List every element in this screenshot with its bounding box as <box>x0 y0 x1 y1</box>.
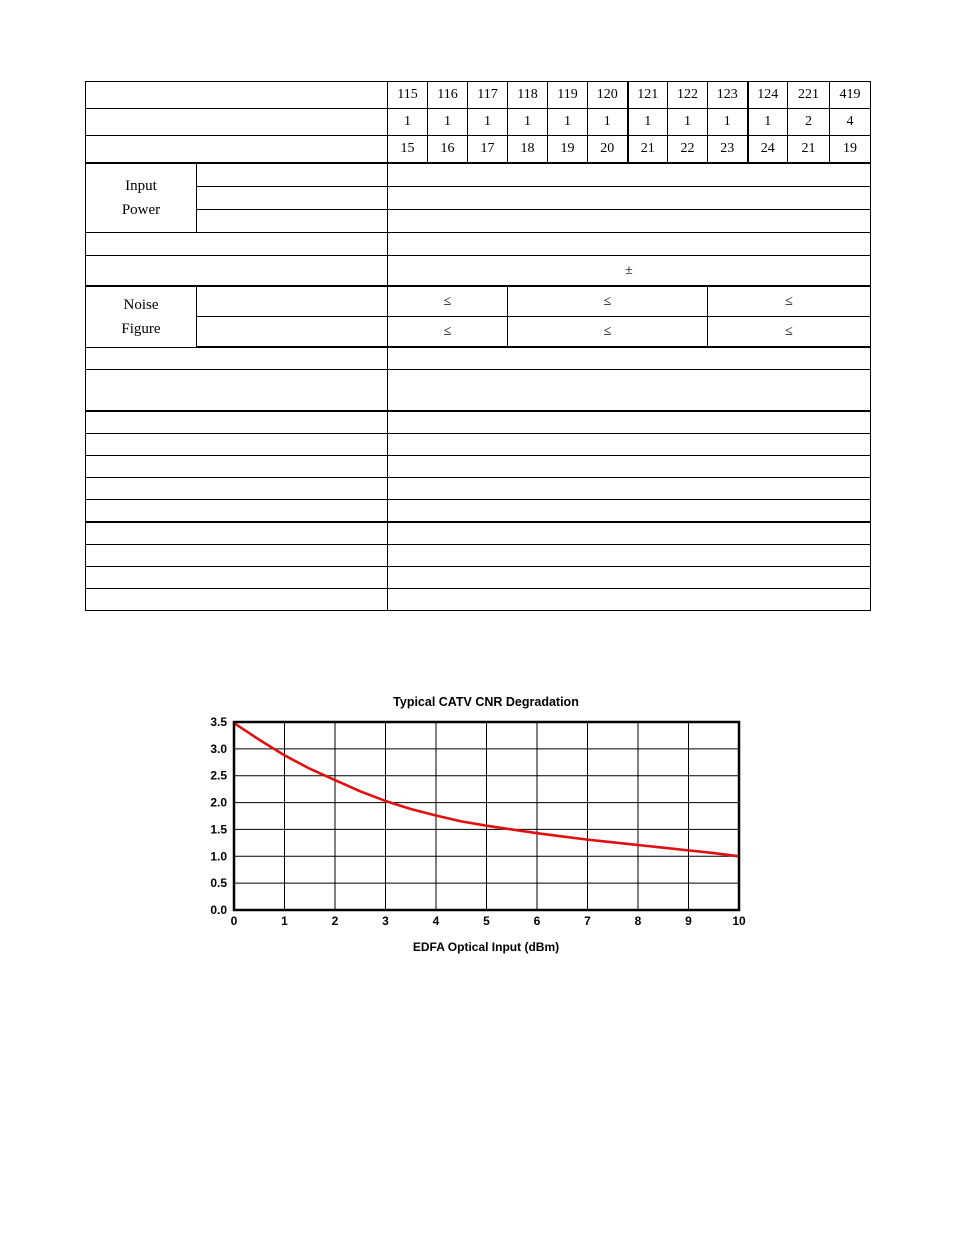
le-symbol: ≤ <box>508 317 708 348</box>
input-power-row-3 <box>86 210 871 233</box>
noise-figure-sub-label <box>197 317 388 348</box>
output-value: 16 <box>428 136 468 164</box>
noise-figure-row-1 <box>86 286 871 317</box>
port-count: 1 <box>708 109 748 136</box>
data-point <box>511 829 513 831</box>
port-count: 1 <box>468 109 508 136</box>
data-point <box>410 808 412 810</box>
x-tick-label: 7 <box>584 914 591 928</box>
data-point <box>486 825 488 827</box>
noise-figure-sub-label <box>197 286 388 317</box>
output-value: 20 <box>588 136 628 164</box>
model-row <box>86 82 871 109</box>
spec-row-value <box>388 347 871 370</box>
y-tick-label: 1.5 <box>210 822 227 837</box>
y-tick-label: 2.5 <box>210 768 227 783</box>
spec-row-value <box>388 522 871 545</box>
spec-row-label <box>86 370 388 412</box>
x-axis-ticks <box>231 914 746 928</box>
noise-figure-row-2 <box>86 317 871 348</box>
le-symbol: ≤ <box>708 286 871 317</box>
data-point <box>713 852 715 854</box>
data-point <box>258 739 260 741</box>
specification-table <box>85 81 871 611</box>
x-tick-label: 1 <box>281 914 288 928</box>
spec-row <box>86 370 871 412</box>
port-count: 1 <box>748 109 788 136</box>
input-power-sub-label <box>197 210 388 233</box>
tolerance-row <box>86 256 871 287</box>
spec-row-value <box>388 500 871 523</box>
input-power-sub-label <box>197 163 388 187</box>
output-value: 15 <box>388 136 428 164</box>
x-tick-label: 3 <box>382 914 389 928</box>
output-value: 23 <box>708 136 748 164</box>
y-tick-label: 2.0 <box>210 795 227 810</box>
cnr-degradation-chart <box>190 688 770 968</box>
chart-grid <box>234 722 739 910</box>
x-tick-label: 4 <box>432 914 440 928</box>
spec-row-value <box>388 434 871 456</box>
x-tick-label: 0 <box>230 914 238 928</box>
spec-row <box>86 500 871 523</box>
input-power-sub-label <box>197 187 388 210</box>
data-point <box>637 844 639 846</box>
x-axis-label: EDFA Optical Input (dBm) <box>412 940 560 954</box>
input-power-label-line2: Power <box>121 202 161 218</box>
spec-row-value <box>388 233 871 256</box>
spec-row-label <box>86 411 388 434</box>
port-count: 1 <box>668 109 708 136</box>
x-tick-label: 9 <box>685 914 692 928</box>
le-symbol: ≤ <box>388 317 508 348</box>
input-power-row-2 <box>86 187 871 210</box>
port-count: 4 <box>830 109 871 136</box>
data-point <box>460 820 462 822</box>
input-power-row-1 <box>86 163 871 187</box>
y-tick-label: 3.0 <box>210 741 227 756</box>
input-power-label-line1: Input <box>125 178 157 194</box>
x-tick-label: 5 <box>483 914 490 928</box>
x-tick-label: 10 <box>732 914 746 928</box>
model-code: 124 <box>748 82 788 109</box>
input-power-value <box>388 210 871 233</box>
data-point <box>688 849 690 851</box>
spec-row-label <box>86 478 388 500</box>
spec-row <box>86 411 871 434</box>
data-point <box>435 815 437 817</box>
spec-row-value <box>388 545 871 567</box>
model-code: 118 <box>508 82 548 109</box>
spec-row-label <box>86 567 388 589</box>
y-tick-label: 1.0 <box>210 849 227 864</box>
model-code: 120 <box>588 82 628 109</box>
data-point <box>385 800 387 802</box>
noise-figure-label <box>86 286 197 347</box>
data-point <box>536 832 538 834</box>
data-point <box>359 790 361 792</box>
data-point <box>561 836 563 838</box>
model-code: 117 <box>468 82 508 109</box>
model-code: 121 <box>628 82 668 109</box>
output-value: 17 <box>468 136 508 164</box>
le-symbol: ≤ <box>388 286 508 317</box>
model-code: 122 <box>668 82 708 109</box>
port-count: 1 <box>548 109 588 136</box>
model-code: 119 <box>548 82 588 109</box>
model-code: 123 <box>708 82 748 109</box>
le-symbol: ≤ <box>708 317 871 348</box>
x-tick-label: 8 <box>634 914 642 928</box>
port-count-row-label <box>86 109 388 136</box>
output-power-row-label <box>86 136 388 164</box>
input-power-value <box>388 187 871 210</box>
spec-row <box>86 589 871 611</box>
spec-row-value <box>388 411 871 434</box>
y-tick-label: 0.0 <box>210 903 227 917</box>
spec-row-label <box>86 589 388 611</box>
data-point <box>309 768 311 770</box>
port-count: 2 <box>788 109 830 136</box>
data-point <box>612 841 614 843</box>
model-row-label <box>86 82 388 109</box>
output-value: 21 <box>628 136 668 164</box>
data-point <box>587 839 589 841</box>
le-symbol: ≤ <box>508 286 708 317</box>
data-point <box>334 779 336 781</box>
input-power-value <box>388 163 871 187</box>
y-tick-label: 3.5 <box>210 715 227 729</box>
data-point <box>284 754 286 756</box>
output-value: 19 <box>548 136 588 164</box>
x-tick-label: 2 <box>331 914 339 928</box>
port-count-row <box>86 109 871 136</box>
model-code: 419 <box>830 82 871 109</box>
spec-row-label <box>86 347 388 370</box>
spec-row-label <box>86 522 388 545</box>
port-count: 1 <box>508 109 548 136</box>
spec-row <box>86 347 871 370</box>
output-value: 22 <box>668 136 708 164</box>
y-tick-label: 0.5 <box>210 876 227 891</box>
y-axis-ticks <box>210 715 227 917</box>
spec-row <box>86 545 871 567</box>
output-value: 18 <box>508 136 548 164</box>
output-power-row <box>86 136 871 164</box>
output-value: 24 <box>748 136 788 164</box>
plus-minus-symbol: ± <box>388 256 871 287</box>
spec-row-label <box>86 545 388 567</box>
noise-figure-label-line2: Figure <box>121 320 161 337</box>
chart-title: Typical CATV CNR Degradation <box>393 695 579 709</box>
spec-row <box>86 434 871 456</box>
spec-row-label <box>86 500 388 523</box>
model-code: 221 <box>788 82 830 109</box>
x-tick-label: 6 <box>533 914 541 928</box>
input-power-label <box>86 163 197 233</box>
model-code: 116 <box>428 82 468 109</box>
data-point <box>662 847 664 849</box>
spec-row-label <box>86 233 388 256</box>
port-count: 1 <box>588 109 628 136</box>
port-count: 1 <box>428 109 468 136</box>
spec-row <box>86 233 871 256</box>
spec-row-label <box>86 434 388 456</box>
model-code: 115 <box>388 82 428 109</box>
spec-row-value <box>388 589 871 611</box>
spec-row <box>86 478 871 500</box>
spec-row-value <box>388 456 871 478</box>
output-value: 19 <box>830 136 871 164</box>
spec-row <box>86 456 871 478</box>
port-count: 1 <box>628 109 668 136</box>
port-count: 1 <box>388 109 428 136</box>
output-value: 21 <box>788 136 830 164</box>
tolerance-row-label <box>86 256 388 287</box>
spec-row-label <box>86 456 388 478</box>
noise-figure-label-line1: Noise <box>123 296 159 313</box>
spec-row-value <box>388 478 871 500</box>
spec-row <box>86 567 871 589</box>
spec-row <box>86 522 871 545</box>
spec-row-value <box>388 370 871 412</box>
spec-row-value <box>388 567 871 589</box>
